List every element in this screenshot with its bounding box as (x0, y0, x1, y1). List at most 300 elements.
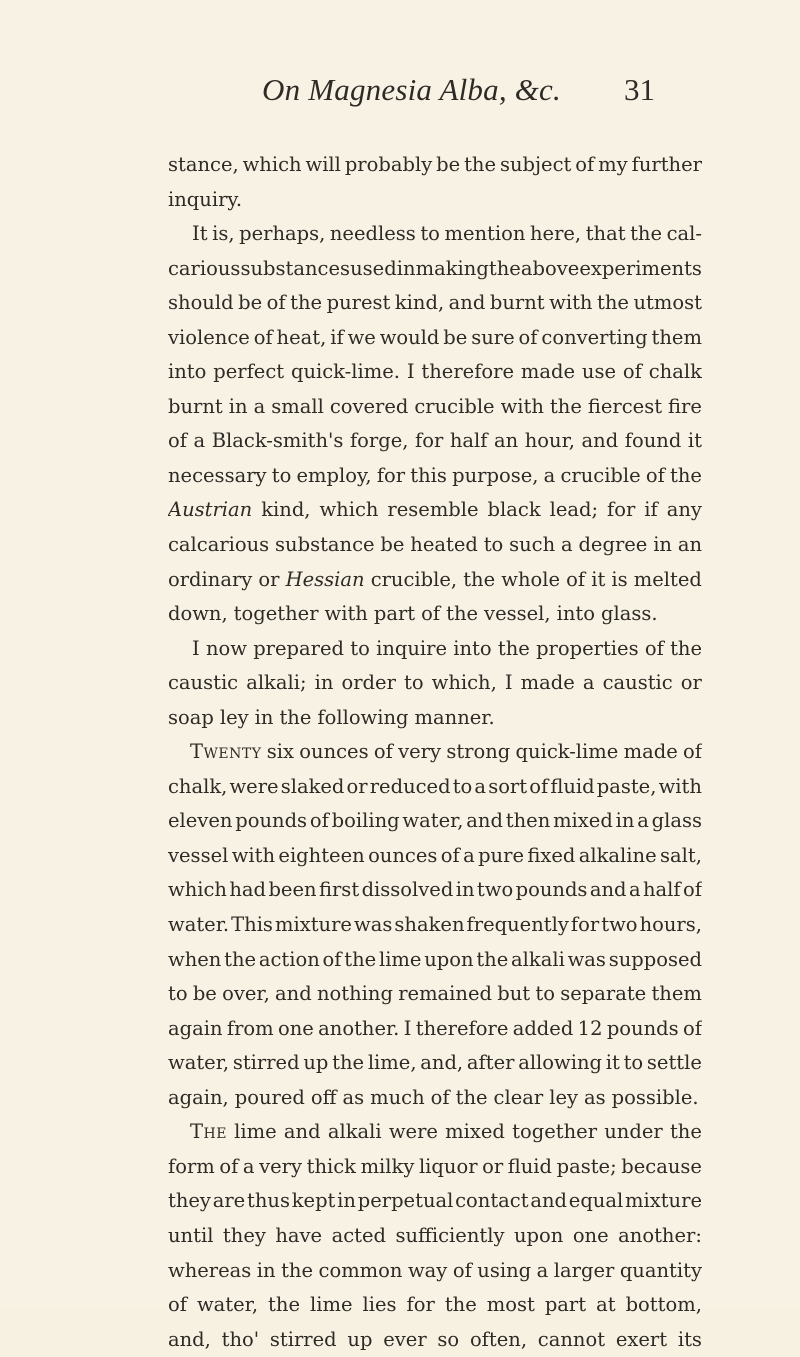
word: of (452, 1258, 472, 1282)
text-line (168, 701, 702, 736)
word: for (376, 463, 406, 487)
word: This (231, 913, 273, 937)
word: the (464, 153, 497, 176)
text-line (168, 563, 702, 598)
word: way (407, 1258, 448, 1282)
word: to (483, 533, 504, 557)
word: most (486, 1293, 535, 1317)
word: is (611, 567, 628, 591)
word: water, (168, 1051, 230, 1075)
word: the (476, 947, 509, 971)
word: made (623, 740, 678, 764)
word: found (624, 429, 682, 453)
word: of (518, 325, 538, 349)
word: up (347, 1327, 373, 1351)
word: whole (501, 567, 561, 591)
word: The (190, 1120, 227, 1144)
word: bottom, (625, 1293, 702, 1317)
word: the (488, 256, 521, 280)
word: and, (420, 1051, 464, 1075)
word: salt, (659, 843, 702, 867)
word: calcarious (168, 533, 270, 557)
word: burnt (489, 291, 545, 315)
text-line (168, 804, 702, 839)
word: sufficiently (395, 1223, 505, 1247)
word: the (332, 1051, 365, 1075)
word: pounds (235, 809, 308, 833)
word: vessel, (484, 602, 551, 626)
word: strong (446, 740, 511, 764)
text-line (168, 977, 702, 1012)
word: paste, (596, 774, 657, 798)
word: been (268, 878, 317, 902)
word: black (487, 498, 541, 522)
word: with (549, 291, 593, 315)
word: to (350, 636, 370, 660)
word: into (453, 636, 492, 660)
word: alkali (511, 947, 565, 971)
word: converting (541, 325, 648, 349)
word: I (192, 636, 200, 660)
text-line (168, 286, 702, 321)
word: one (572, 1223, 609, 1247)
word: or (258, 567, 280, 591)
text-line (168, 355, 702, 390)
text-line (168, 528, 702, 563)
word: a (543, 463, 556, 487)
word: half (642, 878, 681, 902)
text-line (168, 390, 702, 425)
word: of (253, 325, 273, 349)
word: the (670, 463, 702, 487)
word: frequently (466, 913, 569, 937)
word: mixture (274, 913, 352, 937)
word: acted (331, 1223, 386, 1247)
word: which (168, 878, 227, 902)
word: here, (529, 222, 582, 246)
word: its (677, 1327, 702, 1351)
word: nothing (316, 982, 393, 1006)
word: eleven (168, 809, 233, 833)
word: supposed (608, 947, 702, 971)
word: mixed (445, 1120, 505, 1144)
word: mention (444, 222, 526, 246)
word: water, (402, 809, 464, 833)
word: made (520, 671, 575, 695)
word: them (651, 982, 702, 1006)
word: heated (410, 533, 478, 557)
word: eighteen (278, 843, 365, 867)
word: but (497, 982, 531, 1006)
word: so (437, 1327, 460, 1351)
word: a (242, 1154, 255, 1178)
word: of (622, 360, 642, 384)
word: following (317, 705, 409, 729)
word: kept (291, 1189, 336, 1213)
word: experiments (579, 256, 702, 280)
word: degree (578, 533, 648, 557)
word: to (271, 463, 292, 487)
text-line (168, 943, 702, 978)
word: carious (168, 256, 241, 280)
word: lies (362, 1293, 397, 1317)
word: into (168, 360, 207, 384)
word: stance, (168, 153, 239, 176)
text-line (168, 1254, 702, 1289)
word: together (512, 1120, 598, 1144)
word: dissolved (361, 878, 454, 902)
word: the (669, 1120, 702, 1144)
word: it (591, 567, 606, 591)
word: fire (668, 394, 702, 418)
word: Black-smith's (211, 429, 344, 453)
word: six (266, 740, 294, 764)
word: we (347, 325, 376, 349)
word: hours, (639, 913, 702, 937)
text-line (168, 183, 702, 218)
word: perfect (213, 360, 285, 384)
word: glass. (600, 602, 658, 626)
word: remained (398, 982, 492, 1006)
word: lime, (367, 1051, 417, 1075)
word: made (520, 360, 576, 384)
word: reduced (369, 774, 451, 798)
word: larger (553, 1258, 615, 1282)
word: the (344, 947, 377, 971)
text-line (168, 1219, 702, 1254)
word: Hessian (285, 567, 365, 591)
word: cannot (537, 1327, 606, 1351)
word: and (466, 809, 503, 833)
word: lead; (549, 498, 599, 522)
word: a (253, 394, 266, 418)
word: was (354, 913, 393, 937)
word: sure (471, 325, 515, 349)
word: forge, (349, 429, 409, 453)
word: caustic (168, 671, 239, 695)
word: further (631, 153, 702, 176)
word: paste; (556, 1154, 617, 1178)
word: clear (493, 1085, 544, 1109)
word: pure (478, 843, 524, 867)
word: and, (168, 1327, 211, 1351)
word: the (630, 222, 663, 246)
word: of (168, 1293, 187, 1317)
word: were (229, 774, 279, 798)
word: ley (219, 705, 249, 729)
word: for (414, 429, 444, 453)
word: resemble (387, 498, 479, 522)
word: necessary (168, 463, 267, 487)
word: stirred (232, 1051, 300, 1075)
word: of (168, 429, 187, 453)
text-line (168, 632, 702, 667)
word: much (370, 1085, 425, 1109)
word: using (477, 1258, 532, 1282)
word: of (529, 774, 549, 798)
word: lime (234, 1120, 277, 1144)
word: which, (431, 671, 497, 695)
word: be (380, 533, 405, 557)
word: thus (246, 1189, 290, 1213)
word: burnt (168, 394, 223, 418)
text-line (168, 1115, 702, 1150)
page-number: 31 (624, 72, 655, 107)
word: them (651, 325, 702, 349)
word: be (436, 153, 461, 176)
word: which (242, 153, 302, 176)
word: 12 (577, 1016, 603, 1040)
word: poured (234, 1085, 305, 1109)
word: over, (222, 982, 270, 1006)
text-line (168, 839, 702, 874)
word: the (670, 636, 702, 660)
word: needless (329, 222, 416, 246)
word: into (556, 602, 595, 626)
word: probably (344, 153, 433, 176)
word: because (621, 1154, 702, 1178)
word: and (581, 429, 619, 453)
word: for (570, 913, 600, 937)
word: chalk (648, 360, 702, 384)
word: if (330, 325, 344, 349)
word: manner. (414, 705, 495, 729)
word: covered (329, 394, 409, 418)
word: substance (275, 533, 375, 557)
word: of (322, 947, 342, 971)
word: any (666, 498, 702, 522)
word: action (258, 947, 320, 971)
word: they (222, 1223, 266, 1247)
text-line (168, 666, 702, 701)
word: shaken (394, 913, 465, 937)
word: cal- (666, 222, 702, 246)
word: were (388, 1120, 438, 1144)
word: subject (499, 153, 572, 176)
word: Twenty (190, 740, 262, 764)
text-line (168, 493, 702, 528)
word: settle (646, 1051, 702, 1075)
text-line (168, 321, 702, 356)
word: down, (168, 602, 228, 626)
word: if (644, 498, 658, 522)
word: purest (326, 291, 391, 315)
word: use (581, 360, 617, 384)
word: added (512, 1016, 574, 1040)
text-line (168, 770, 702, 805)
word: this (410, 463, 447, 487)
word: and (283, 1120, 321, 1144)
word: and (448, 291, 486, 315)
word: be (443, 325, 468, 349)
word: making (415, 256, 489, 280)
word: stirred (269, 1327, 337, 1351)
word: soap (168, 705, 214, 729)
word: in (653, 533, 672, 557)
word: should (168, 291, 234, 315)
word: kind, (394, 291, 445, 315)
word: the (224, 947, 257, 971)
word: I (406, 360, 415, 384)
word: from (226, 1016, 274, 1040)
word: a (582, 671, 595, 695)
word: when (168, 947, 222, 971)
word: common (318, 1258, 403, 1282)
word: allowing (518, 1051, 602, 1075)
word: which (319, 498, 379, 522)
text-line (168, 1288, 702, 1323)
word: often, (469, 1327, 528, 1351)
word: again, (168, 1085, 229, 1109)
text-line (168, 908, 702, 943)
word: a (637, 809, 649, 833)
word: quick-lime (515, 740, 619, 764)
word: of (219, 1154, 239, 1178)
word: had (229, 878, 267, 902)
word: that (585, 222, 626, 246)
word: a (560, 533, 573, 557)
word: after (466, 1051, 515, 1075)
word: with (658, 774, 702, 798)
word: of (575, 153, 595, 176)
word: slaked (280, 774, 345, 798)
word: kind, (261, 498, 311, 522)
word: the (279, 705, 312, 729)
word: tho' (221, 1327, 260, 1351)
word: in (228, 394, 248, 418)
word: an (677, 533, 702, 557)
word: caustic (602, 671, 673, 695)
word: another: (618, 1223, 702, 1247)
word: half (449, 429, 488, 453)
word: the (290, 291, 323, 315)
word: purpose, (452, 463, 539, 487)
word: now (205, 636, 247, 660)
word: to (535, 982, 555, 1006)
word: of (421, 602, 441, 626)
word: I (403, 1016, 412, 1040)
word: was (567, 947, 606, 971)
word: whereas (168, 1258, 252, 1282)
word: to (168, 982, 188, 1006)
word: be (238, 291, 263, 315)
word: is, (212, 222, 235, 246)
word: quantity (619, 1258, 702, 1282)
word: of (373, 740, 393, 764)
word: form (168, 1154, 215, 1178)
word: at (596, 1293, 616, 1317)
word: of (645, 463, 665, 487)
word: of (309, 809, 329, 833)
word: to (420, 222, 440, 246)
text-line (168, 424, 702, 459)
word: ounces (368, 843, 438, 867)
word: one (277, 1016, 314, 1040)
word: therefore (415, 1016, 509, 1040)
word: possible. (611, 1085, 699, 1109)
word: crucible (414, 394, 495, 418)
word: in (256, 1258, 276, 1282)
word: of (682, 1016, 702, 1040)
word: violence (168, 325, 250, 349)
word: of (430, 1085, 450, 1109)
word: inquire (376, 636, 448, 660)
running-title: On Magnesia Alba, &c. (262, 72, 561, 107)
word: or (680, 671, 702, 695)
word: water, (196, 1293, 259, 1317)
word: as (584, 1085, 606, 1109)
word: with (500, 394, 544, 418)
word: the (455, 1085, 488, 1109)
text-line (168, 1150, 702, 1185)
word: ordinary (168, 567, 253, 591)
word: crucible (560, 463, 641, 487)
word: with (324, 602, 368, 626)
word: in (455, 878, 475, 902)
word: two (476, 878, 514, 902)
word: exert (615, 1327, 668, 1351)
word: employ, (296, 463, 372, 487)
word: fiercest (587, 394, 663, 418)
word: ever (383, 1327, 427, 1351)
word: have (275, 1223, 323, 1247)
word: very (398, 740, 442, 764)
word: utmost (633, 291, 702, 315)
word: liquor (418, 1154, 478, 1178)
word: sort (488, 774, 528, 798)
body-text (168, 148, 702, 1357)
word: used (350, 256, 397, 280)
word: substances (240, 256, 351, 280)
word: a (474, 774, 487, 798)
word: for (607, 498, 636, 522)
word: and (589, 878, 627, 902)
word: of (440, 843, 460, 867)
word: heat, (276, 325, 327, 349)
word: will (305, 153, 341, 176)
word: boiling (331, 809, 400, 833)
word: small (271, 394, 324, 418)
word: of (683, 740, 702, 764)
word: the (268, 1293, 300, 1317)
word: order (341, 671, 396, 695)
word: equal (568, 1189, 624, 1213)
word: the (463, 567, 496, 591)
word: alkali; (246, 671, 307, 695)
word: of (644, 636, 664, 660)
word: a (628, 878, 641, 902)
word: above (520, 256, 580, 280)
text-line (168, 1081, 702, 1116)
word: crucible, (370, 567, 458, 591)
text-line (168, 1046, 702, 1081)
text-line (168, 597, 702, 632)
word: fixed (527, 843, 576, 867)
word: in (396, 256, 416, 280)
word: the (497, 636, 530, 660)
word: upon (513, 1223, 564, 1247)
word: two (601, 913, 638, 937)
word: inquiry. (168, 187, 243, 211)
word: again (168, 1016, 223, 1040)
word: a (463, 843, 475, 867)
word: the (281, 1258, 314, 1282)
word: perpetual (357, 1189, 454, 1213)
word: until (168, 1223, 214, 1247)
word: or (346, 774, 368, 798)
text-line (168, 252, 702, 287)
word: of (683, 878, 702, 902)
